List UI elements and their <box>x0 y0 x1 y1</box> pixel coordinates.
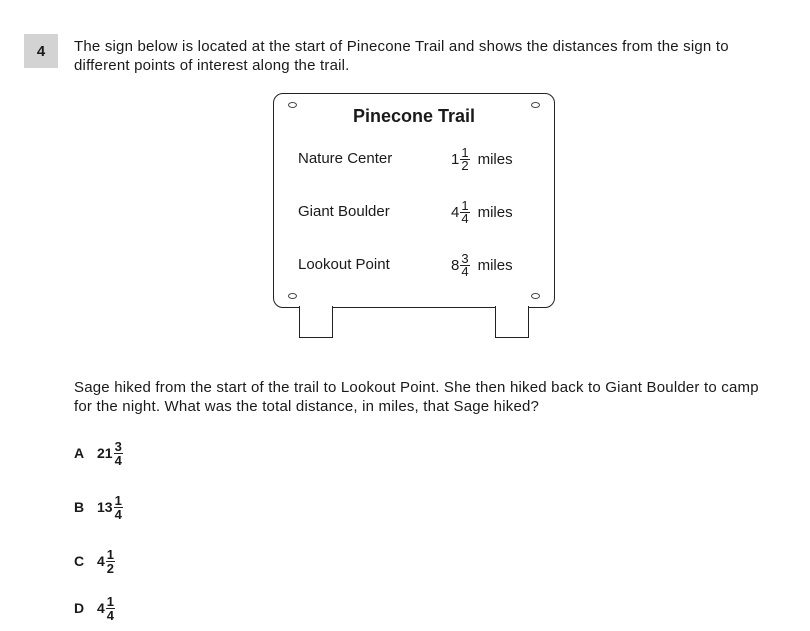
whole-number: 4 <box>97 600 105 616</box>
numerator: 1 <box>461 197 469 213</box>
fraction <box>114 440 123 467</box>
answer-choice-a[interactable] <box>74 436 131 470</box>
denominator: 2 <box>461 157 469 173</box>
sign-row-lookout-point <box>298 250 544 280</box>
whole-number: 4 <box>451 203 460 221</box>
trail-sign <box>273 93 555 308</box>
sign-row-nature-center <box>298 144 544 174</box>
sign-post-right <box>495 306 529 338</box>
question-intro: The sign below is located at the start of Pinecone Trail and shows the distances from the sign to different points of interest along the trail. <box>74 38 729 74</box>
whole-number: 1 <box>451 150 460 168</box>
answer-choice-d[interactable] <box>74 591 123 625</box>
distance-value <box>451 197 513 227</box>
choice-letter: A <box>74 445 85 461</box>
numerator: 1 <box>461 144 469 160</box>
location-name: Nature Center <box>298 150 393 167</box>
choice-letter: D <box>74 600 85 616</box>
answer-choice-b[interactable] <box>74 490 131 524</box>
fraction <box>114 494 123 521</box>
sign-post-left <box>299 306 333 338</box>
choice-letter: C <box>74 553 85 569</box>
numerator: 1 <box>106 546 115 562</box>
denominator: 4 <box>461 263 469 279</box>
denominator: 4 <box>114 452 122 468</box>
fraction <box>106 595 115 622</box>
numerator: 1 <box>106 593 115 609</box>
location-name: Lookout Point <box>298 256 390 273</box>
fraction <box>460 250 469 279</box>
fraction <box>460 197 469 226</box>
denominator: 2 <box>106 560 115 576</box>
sign-hole-icon <box>288 293 297 299</box>
sign-row-giant-boulder <box>298 197 544 227</box>
denominator: 4 <box>106 607 115 623</box>
unit-label: miles <box>477 150 513 168</box>
whole-number: 21 <box>97 445 113 461</box>
denominator: 4 <box>114 506 122 522</box>
sign-hole-icon <box>531 293 540 299</box>
numerator: 3 <box>461 250 469 266</box>
answer-choice-c[interactable] <box>74 544 123 578</box>
whole-number: 4 <box>97 553 105 569</box>
unit-label: miles <box>477 203 513 221</box>
whole-number: 13 <box>97 499 113 515</box>
fraction <box>106 548 115 575</box>
distance-value <box>451 144 513 174</box>
numerator: 1 <box>114 492 122 508</box>
unit-label: miles <box>477 256 513 274</box>
numerator: 3 <box>114 438 122 454</box>
whole-number: 8 <box>451 256 460 274</box>
fraction <box>460 144 469 173</box>
location-name: Giant Boulder <box>298 203 390 220</box>
distance-value <box>451 250 513 280</box>
question-number: 4 <box>24 34 58 68</box>
denominator: 4 <box>461 210 469 226</box>
question-prompt: Sage hiked from the start of the trail to Lookout Point. She then hiked back to Giant Boulder to camp for the night. What was the total distance, in miles, that Sage hiked? <box>74 379 759 415</box>
sign-title: Pinecone Trail <box>352 106 476 126</box>
choice-letter: B <box>74 499 85 515</box>
